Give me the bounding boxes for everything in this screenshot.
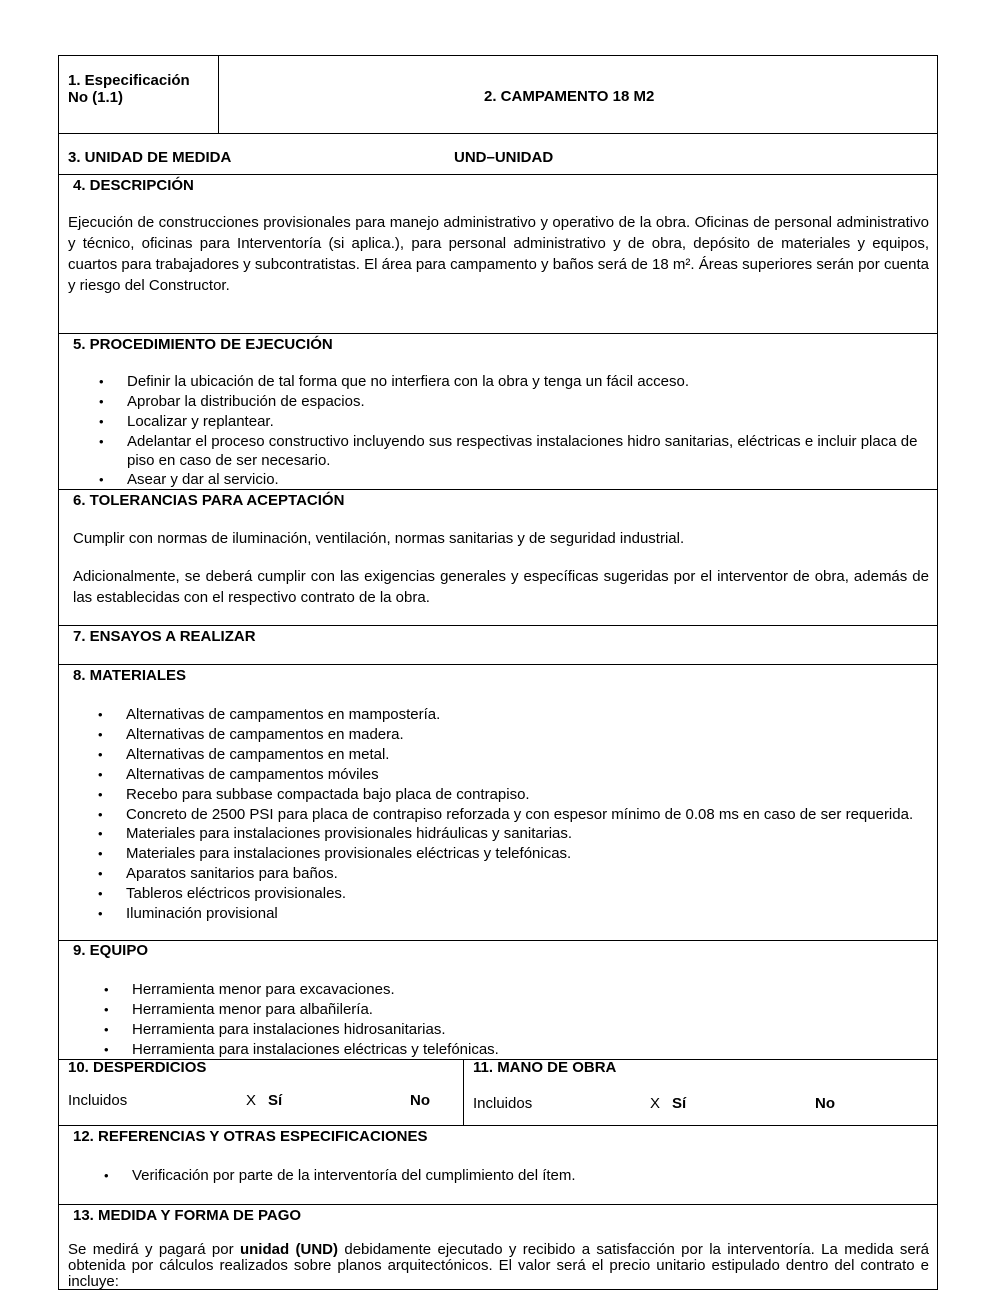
list-item: • Recebo para subbase compactada bajo placa de contrapiso.	[126, 785, 926, 805]
materials-list	[126, 705, 926, 924]
list-item: • Herramienta para instalaciones hidrosanitarias.	[132, 1020, 922, 1040]
references-row	[59, 1125, 937, 1204]
tolerances-heading: 6. TOLERANCIAS PARA ACEPTACIÓN	[73, 492, 345, 509]
list-item: • Adelantar el proceso constructivo incluyendo sus respectivas instalaciones hidro sanitarias, eléctricas e incluir placa de piso en caso de ser necesario.	[127, 432, 929, 470]
spec-label: 1. Especificación No (1.1)	[68, 72, 190, 106]
materials-row	[59, 664, 937, 941]
procedure-row	[59, 333, 937, 490]
list-item: • Alternativas de campamentos móviles	[126, 765, 926, 785]
specification-sheet	[58, 55, 938, 1290]
spec-title: 2. CAMPAMENTO 18 M2	[484, 88, 655, 105]
waste-mark: X	[246, 1092, 257, 1109]
waste-no: No	[410, 1092, 430, 1109]
description-row	[59, 174, 937, 333]
references-list	[132, 1166, 922, 1186]
equipment-heading: 9. EQUIPO	[73, 942, 149, 959]
tolerances-row	[59, 489, 937, 625]
unit-value: UND–UNIDAD	[454, 149, 554, 166]
payment-heading: 13. MEDIDA Y FORMA DE PAGO	[73, 1207, 302, 1224]
list-item: • Materiales para instalaciones provisionales eléctricas y telefónicas.	[126, 844, 926, 864]
list-item: • Iluminación provisional	[126, 904, 926, 924]
list-item: • Concreto de 2500 PSI para placa de contrapiso reforzada y con espesor mínimo de 0.08 ms en caso de ser requerida.	[126, 805, 926, 824]
tolerances-text-1: Cumplir con normas de iluminación, ventilación, normas sanitarias y de seguridad industrial.	[73, 530, 685, 547]
unit-row	[59, 133, 937, 174]
list-item: • Definir la ubicación de tal forma que no interfiera con la obra y tenga un fácil acceso.	[127, 372, 929, 392]
procedure-list	[127, 372, 929, 489]
tests-row	[59, 625, 937, 664]
tolerances-text-2: Adicionalmente, se deberá cumplir con las exigencias generales y específicas sugeridas por el interventor de obra, además de las establecidas con el respectivo contrato de la obra.	[73, 568, 929, 606]
tests-heading: 7. ENSAYOS A REALIZAR	[73, 628, 256, 645]
list-item: • Tableros eléctricos provisionales.	[126, 884, 926, 904]
list-item: • Herramienta menor para albañilería.	[132, 1000, 922, 1020]
payment-row	[59, 1204, 937, 1290]
unit-label: 3. UNIDAD DE MEDIDA	[68, 149, 232, 166]
payment-text: Se medirá y pagará por unidad (UND) debidamente ejecutado y recibido a satisfacción por la interventoría. La medida será obtenida por cálculos realizados sobre planos arquitectónicos. El valor será el precio unitario estipulado dentro del contrato e incluye:	[68, 1241, 929, 1290]
description-text: Ejecución de construcciones provisionales para manejo administrativo y operativo de la obra. Oficinas de personal administrativo y técnico, oficinas para Interventoría (si aplica.), para personal administrativo y de obra, depósito de materiales y equipos, cuartos para trabajadores y subcontratistas. El área para campamento y baños será de 18 m². Áreas superiores serán por cuenta y riesgo del Constructor.	[68, 214, 929, 294]
list-item: • Verificación por parte de la interventoría del cumplimiento del ítem.	[132, 1166, 922, 1186]
references-heading: 12. REFERENCIAS Y OTRAS ESPECIFICACIONES	[73, 1128, 428, 1145]
list-item: • Localizar y replantear.	[127, 412, 929, 432]
list-item: • Asear y dar al servicio.	[127, 470, 929, 489]
waste-labor-row	[59, 1059, 937, 1125]
list-item: • Materiales para instalaciones provisionales hidráulicas y sanitarias.	[126, 824, 926, 844]
list-item: • Alternativas de campamentos en metal.	[126, 745, 926, 765]
description-heading: 4. DESCRIPCIÓN	[73, 177, 194, 194]
header-row	[59, 56, 937, 133]
labor-heading: 11. MANO DE OBRA	[473, 1059, 617, 1076]
list-item: • Herramienta para instalaciones eléctricas y telefónicas.	[132, 1040, 922, 1060]
list-item: • Aprobar la distribución de espacios.	[127, 392, 929, 412]
procedure-heading: 5. PROCEDIMIENTO DE EJECUCIÓN	[73, 336, 333, 353]
waste-included-label: Incluidos	[68, 1092, 128, 1109]
list-item: • Alternativas de campamentos en mampostería.	[126, 705, 926, 725]
list-item: • Alternativas de campamentos en madera.	[126, 725, 926, 745]
waste-heading: 10. DESPERDICIOS	[68, 1059, 207, 1076]
labor-included-label: Incluidos	[473, 1095, 533, 1112]
equipment-row	[59, 940, 937, 1059]
labor-mark: X	[650, 1095, 661, 1112]
list-item: • Herramienta menor para excavaciones.	[132, 980, 922, 1000]
waste-yes: Sí	[268, 1092, 283, 1109]
labor-yes: Sí	[672, 1095, 687, 1112]
labor-no: No	[815, 1095, 835, 1112]
materials-heading: 8. MATERIALES	[73, 667, 187, 684]
equipment-list	[132, 980, 922, 1060]
list-item: • Aparatos sanitarios para baños.	[126, 864, 926, 884]
